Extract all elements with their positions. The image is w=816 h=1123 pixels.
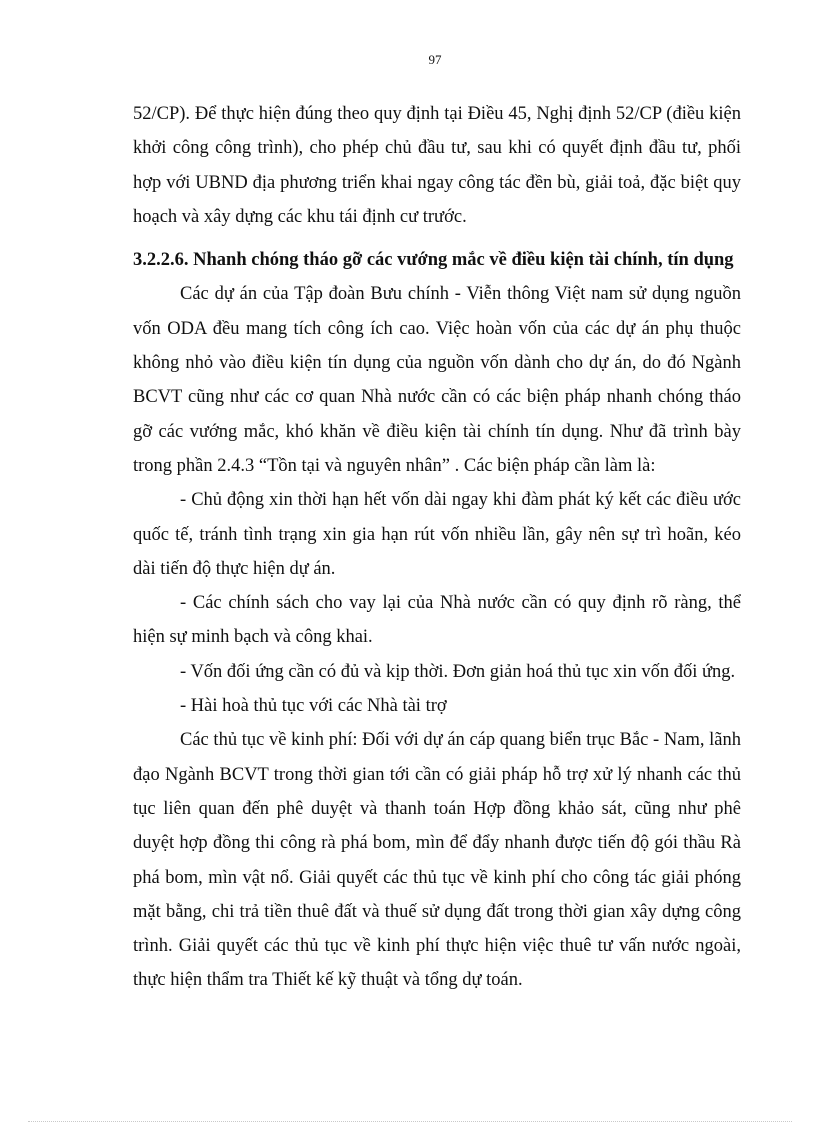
paragraph-continuation: 52/CP). Để thực hiện đúng theo quy định tại Điều 45, Nghị định 52/CP (điều kiện khởi công công trình), cho phép chủ đầu tư, sau khi có quyết định đầu tư, phối hợp với UBND địa phương triển khai ngay công tác đền bù, giải toả, đặc biệt quy hoạch và xây dựng các khu tái định cư trước. xyxy=(133,104,741,227)
document-body xyxy=(133,97,741,998)
page-number: 97 xyxy=(428,52,442,67)
paragraph-procedures: Các thủ tục về kinh phí: Đối với dự án cáp quang biển trục Bắc - Nam, lãnh đạo Ngành BCVT trong thời gian tới cần có giải pháp hỗ trợ xử lý nhanh các thủ tục liên quan đến phê duyệt và thanh toán Hợp đồng khảo sát, cũng như phê duyệt hợp đồng thi công rà phá bom, mìn để đẩy nhanh được tiến độ gói thầu Rà phá bom, mìn vật nổ. Giải quyết các thủ tục về kinh phí cho công tác giải phóng mặt bằng, chi trả tiền thuê đất và thuế sử dụng đất trong thời gian xây dựng công trình. Giải quyết các thủ tục về kinh phí thực hiện việc thuê tư vấn nước ngoài, thực hiện thẩm tra Thiết kế kỹ thuật và tổng dự toán. xyxy=(133,730,741,991)
bullet-item-4: - Hài hoà thủ tục với các Nhà tài trợ xyxy=(180,696,447,717)
bullet-item-2: - Các chính sách cho vay lại của Nhà nước cần có quy định rõ ràng, thể hiện sự minh bạch và công khai. xyxy=(133,593,741,648)
paragraph-intro: Các dự án của Tập đoàn Bưu chính - Viễn thông Việt nam sử dụng nguồn vốn ODA đều mang tích công ích cao. Việc hoàn vốn của các dự án phụ thuộc không nhỏ vào điều kiện tín dụng của nguồn vốn dành cho dự án, do đó Ngành BCVT cũng như các cơ quan Nhà nước cần có các biện pháp nhanh chóng tháo gỡ các vướng mắc, khó khăn về điều kiện tài chính tín dụng. Như đã trình bày trong phần 2.4.3 “Tồn tại và nguyên nhân” . Các biện pháp cần làm là: xyxy=(133,284,741,476)
bullet-item-3: - Vốn đối ứng cần có đủ và kịp thời. Đơn giản hoá thủ tục xin vốn đối ứng. xyxy=(180,661,736,682)
section-heading: 3.2.2.6. Nhanh chóng tháo gỡ các vướng mắc về điều kiện tài chính, tín dụng xyxy=(133,250,734,271)
footer-divider xyxy=(28,1121,792,1122)
bullet-item-1: - Chủ động xin thời hạn hết vốn dài ngay khi đàm phát ký kết các điều ước quốc tế, tránh tình trạng xin gia hạn rút vốn nhiều lần, gây nên sự trì hoãn, kéo dài tiến độ thực hiện dự án. xyxy=(133,490,741,579)
